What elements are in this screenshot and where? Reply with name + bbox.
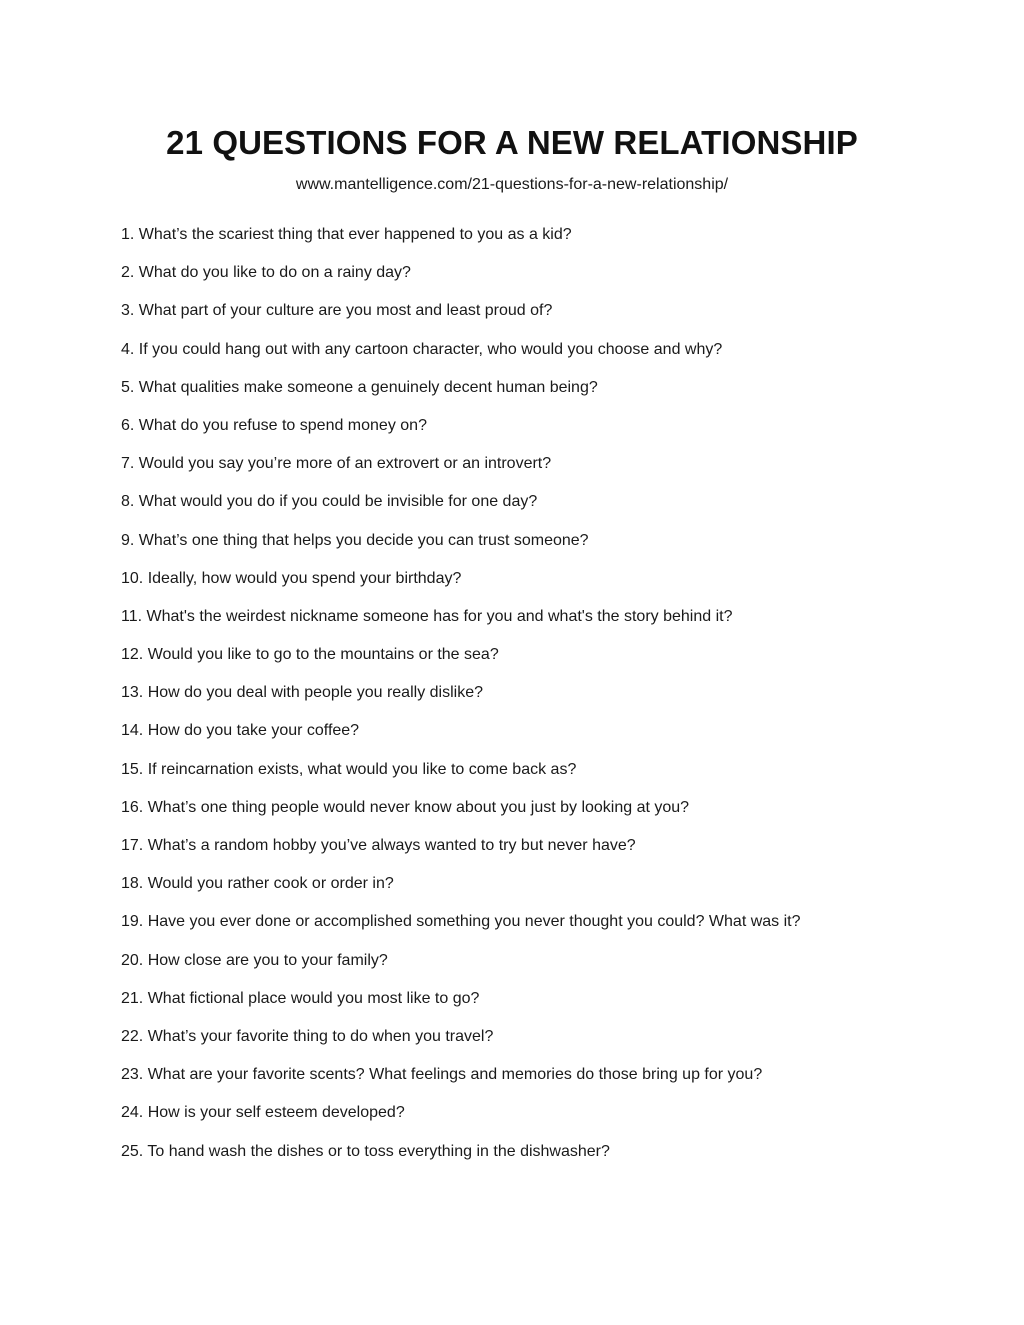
question-item: 9. What’s one thing that helps you decide you can trust someone?: [121, 531, 589, 549]
question-item: 4. If you could hang out with any cartoon character, who would you choose and why?: [121, 340, 723, 358]
question-item: 14. How do you take your coffee?: [121, 722, 360, 740]
question-item: 13. How do you deal with people you really dislike?: [121, 684, 483, 702]
question-item: 16. What’s one thing people would never know about you just by looking at you?: [121, 798, 690, 816]
question-item: 17. What’s a random hobby you’ve always wanted to try but never have?: [121, 837, 636, 854]
question-item: 11. What's the weirdest nickname someone has for you and what's the story behind it?: [121, 607, 733, 625]
question-item: 25. To hand wash the dishes or to toss everything in the dishwasher?: [121, 1142, 610, 1160]
source-url: www.mantelligence.com/21-questions-for-a-new-relationship/: [295, 176, 729, 193]
question-item: 22. What’s your favorite thing to do when you travel?: [121, 1027, 494, 1045]
question-item: 23. What are your favorite scents? What feelings and memories do those bring up for you?: [121, 1066, 763, 1084]
question-item: 8. What would you do if you could be invisible for one day?: [121, 493, 538, 511]
question-item: 18. Would you rather cook or order in?: [121, 875, 394, 893]
question-item: 3. What part of your culture are you most and least proud of?: [121, 302, 553, 320]
question-item: 21. What fictional place would you most like to go?: [121, 989, 480, 1007]
question-item: 5. What qualities make someone a genuinely decent human being?: [121, 378, 598, 396]
question-item: 12. Would you like to go to the mountains or the sea?: [121, 646, 499, 664]
question-item: 10. Ideally, how would you spend your birthday?: [121, 569, 462, 587]
question-item: 15. If reincarnation exists, what would you like to come back as?: [121, 760, 577, 778]
question-item: 2. What do you like to do on a rainy day?: [121, 264, 411, 282]
question-item: 7. Would you say you’re more of an extrovert or an introvert?: [121, 455, 552, 473]
page-title: 21 QUESTIONS FOR A NEW RELATIONSHIP: [166, 124, 858, 161]
question-item: 19. Have you ever done or accomplished something you never thought you could? What was it?: [121, 913, 801, 931]
question-list: [121, 224, 981, 1179]
question-item: 6. What do you refuse to spend money on?: [121, 416, 427, 434]
question-item: 24. How is your self esteem developed?: [121, 1104, 405, 1122]
question-item: 1. What’s the scariest thing that ever happened to you as a kid?: [121, 226, 572, 243]
question-item: 20. How close are you to your family?: [121, 951, 388, 969]
